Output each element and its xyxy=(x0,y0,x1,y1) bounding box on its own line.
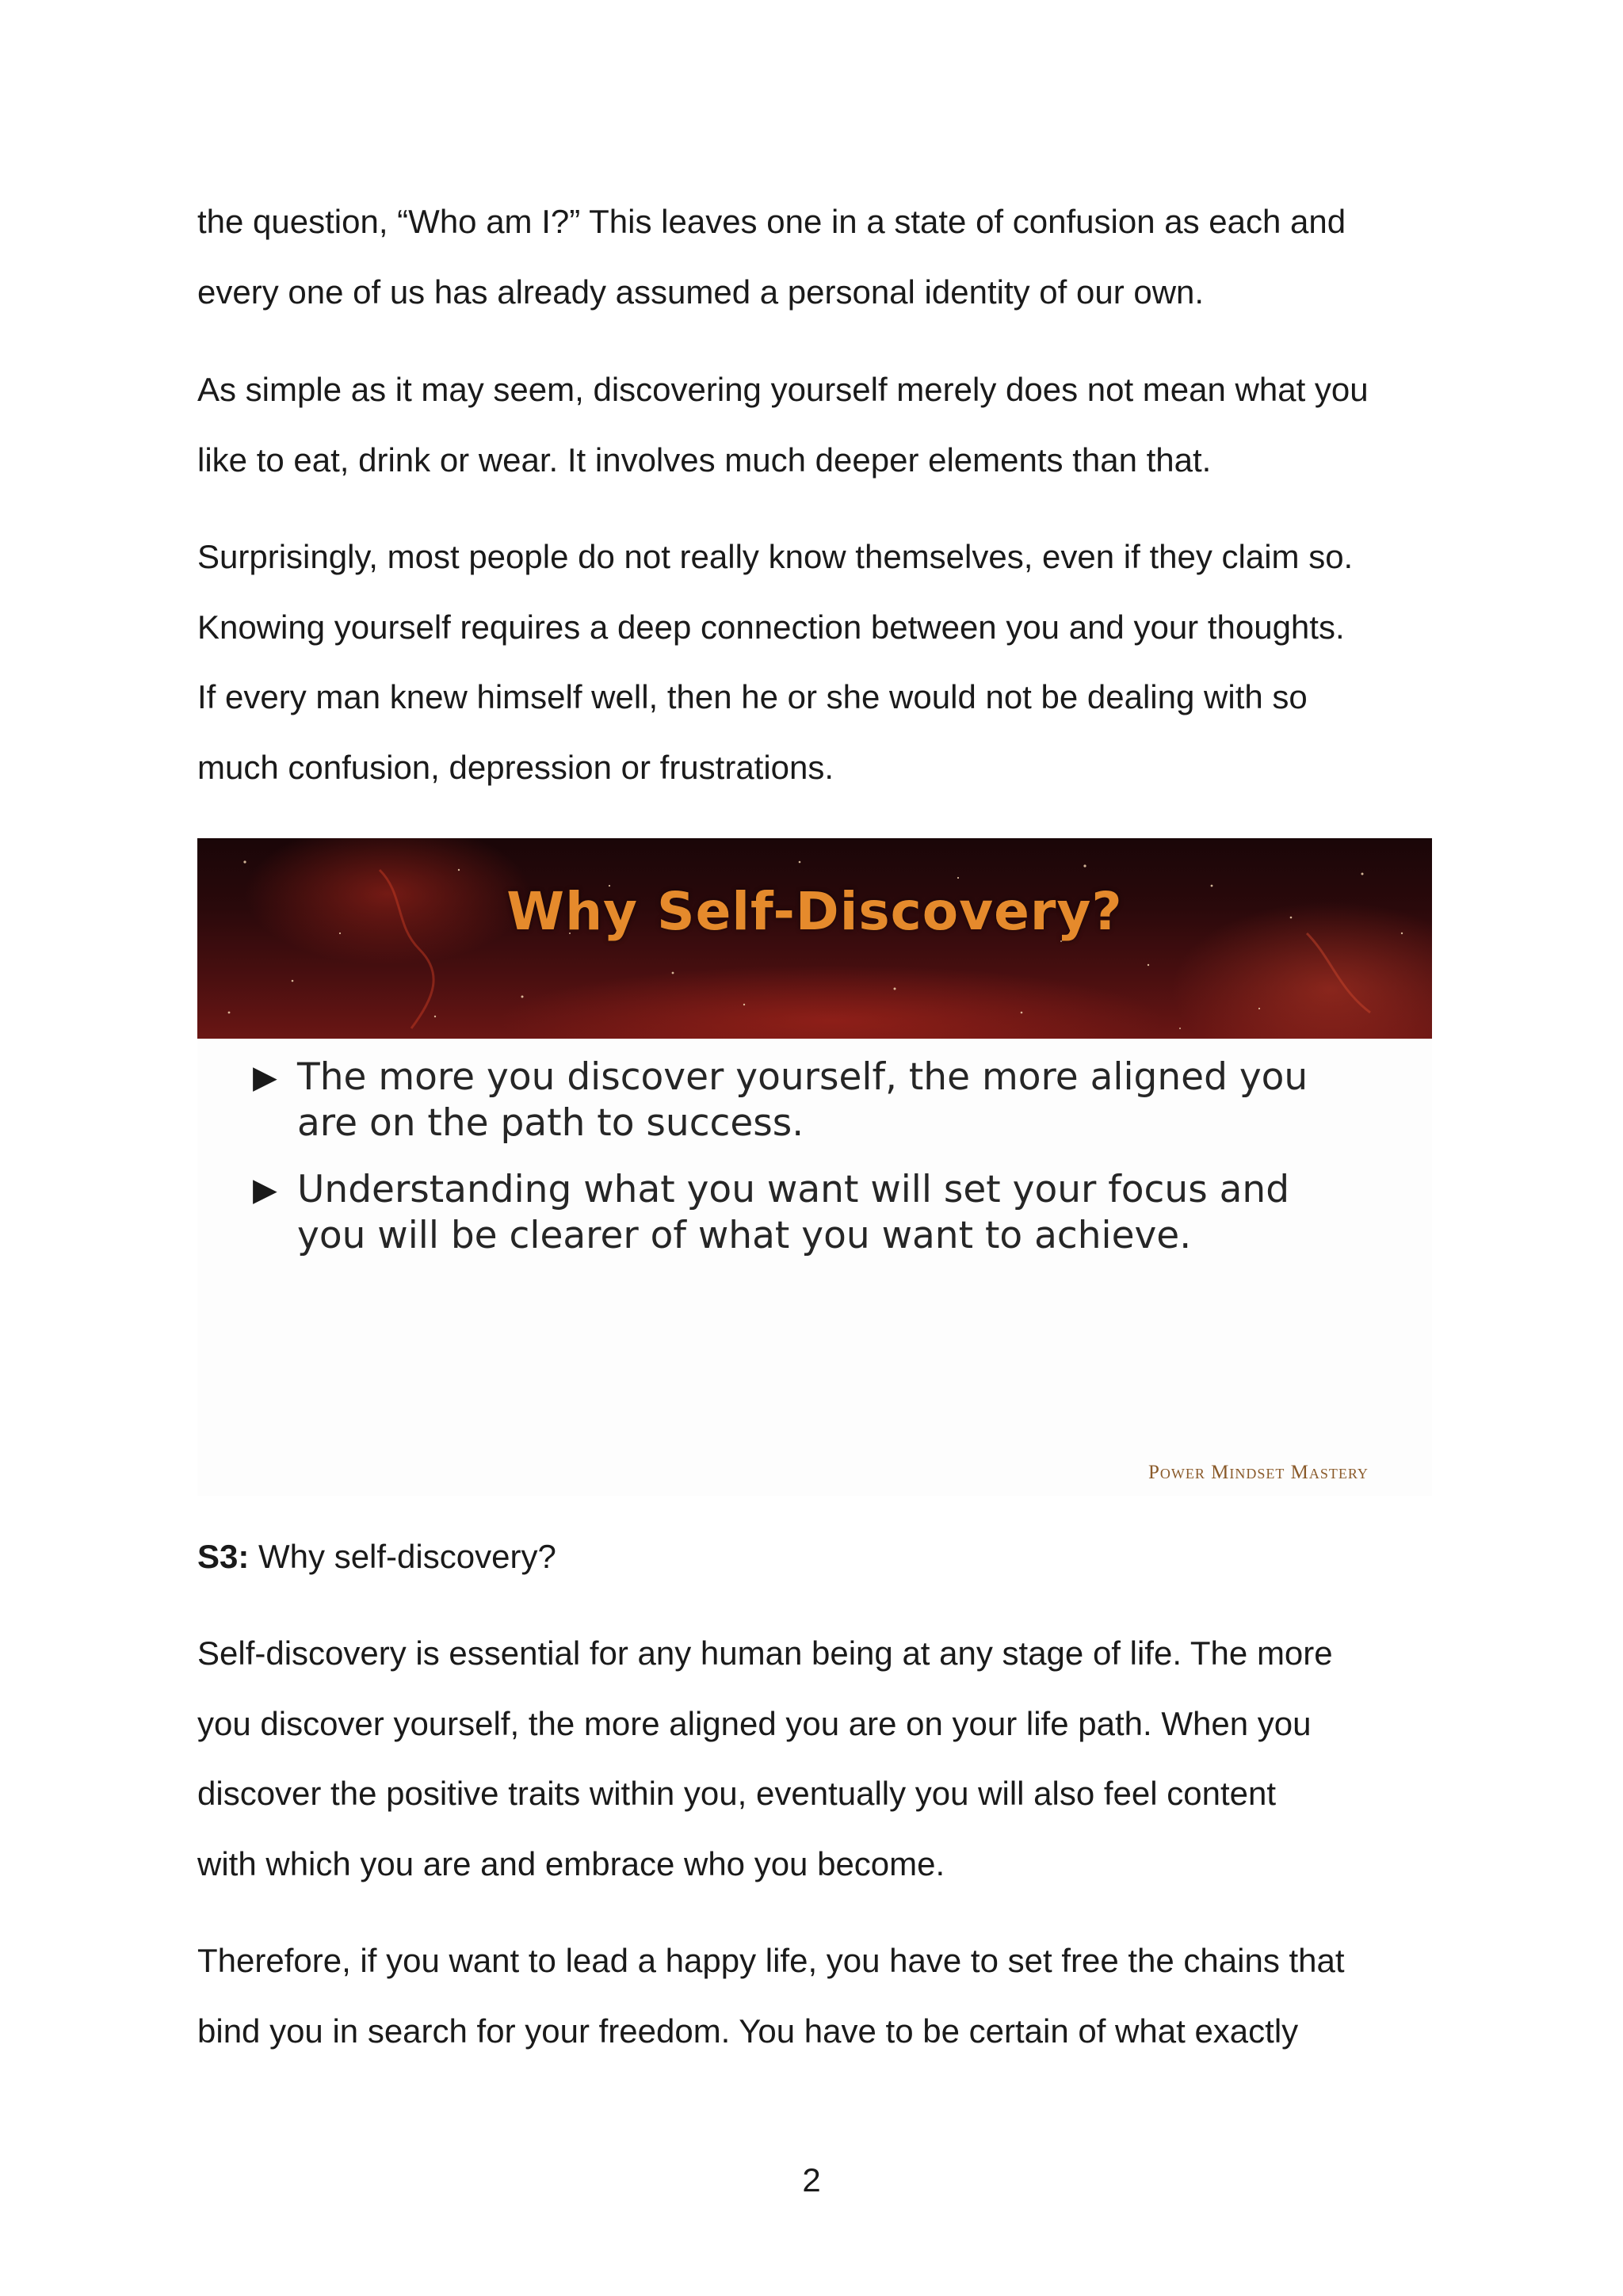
triangle-bullet-icon: ▶ xyxy=(253,1059,277,1096)
text-line: much confusion, depression or frustrations. xyxy=(197,748,834,786)
slide-banner xyxy=(197,838,1432,1039)
text-line: Self-discovery is essential for any human being at any stage of life. The more xyxy=(197,1634,1333,1672)
text-line: bind you in search for your freedom. You have to be certain of what exactly xyxy=(197,2012,1299,2050)
text-line: like to eat, drink or wear. It involves much deeper elements than that. xyxy=(197,441,1212,479)
paragraph-intro-2 xyxy=(197,355,1449,495)
triangle-bullet-icon: ▶ xyxy=(253,1172,277,1208)
text-line: every one of us has already assumed a personal identity of our own. xyxy=(197,273,1205,311)
text-line: discover the positive traits within you, eventually you will also feel content xyxy=(197,1775,1277,1812)
text-line: Knowing yourself requires a deep connection between you and your thoughts. xyxy=(197,608,1345,646)
slide-title: Why Self-Discovery? xyxy=(506,881,1123,942)
paragraph-body-2 xyxy=(197,1926,1449,2066)
text-line: you will be clearer of what you want to achieve. xyxy=(297,1214,1192,1257)
page-number: 2 xyxy=(802,2161,821,2199)
paragraph-intro-3 xyxy=(197,522,1449,803)
text-line: the question, “Who am I?” This leaves one in a state of confusion as each and xyxy=(197,203,1346,240)
text-line: Surprisingly, most people do not really know themselves, even if they claim so. xyxy=(197,538,1354,575)
slide-bullet-text xyxy=(297,1055,1407,1146)
paragraph-body-1 xyxy=(197,1619,1449,1899)
text-line: Understanding what you want will set your focus and xyxy=(297,1168,1290,1211)
section-heading xyxy=(197,1525,556,1589)
text-line: with which you are and embrace who you become. xyxy=(197,1844,945,1882)
section-title: Why self-discovery? xyxy=(258,1538,556,1575)
text-line: you discover yourself, the more aligned you are on your life path. When you xyxy=(197,1704,1312,1742)
text-line: If every man knew himself well, then he or she would not be dealing with so xyxy=(197,678,1308,715)
slide-bullet-text xyxy=(297,1167,1407,1259)
slide-brand-logo: Power Mindset Mastery xyxy=(1148,1462,1369,1483)
slide-image xyxy=(197,838,1432,1496)
section-label: S3: xyxy=(197,1538,250,1575)
text-line: are on the path to success. xyxy=(297,1101,804,1145)
paragraph-intro-1 xyxy=(197,187,1449,327)
text-line: Therefore, if you want to lead a happy life, you have to set free the chains that xyxy=(197,1942,1345,1979)
text-line: As simple as it may seem, discovering yourself merely does not mean what you xyxy=(197,371,1369,408)
text-line: The more you discover yourself, the more aligned you xyxy=(297,1055,1308,1099)
